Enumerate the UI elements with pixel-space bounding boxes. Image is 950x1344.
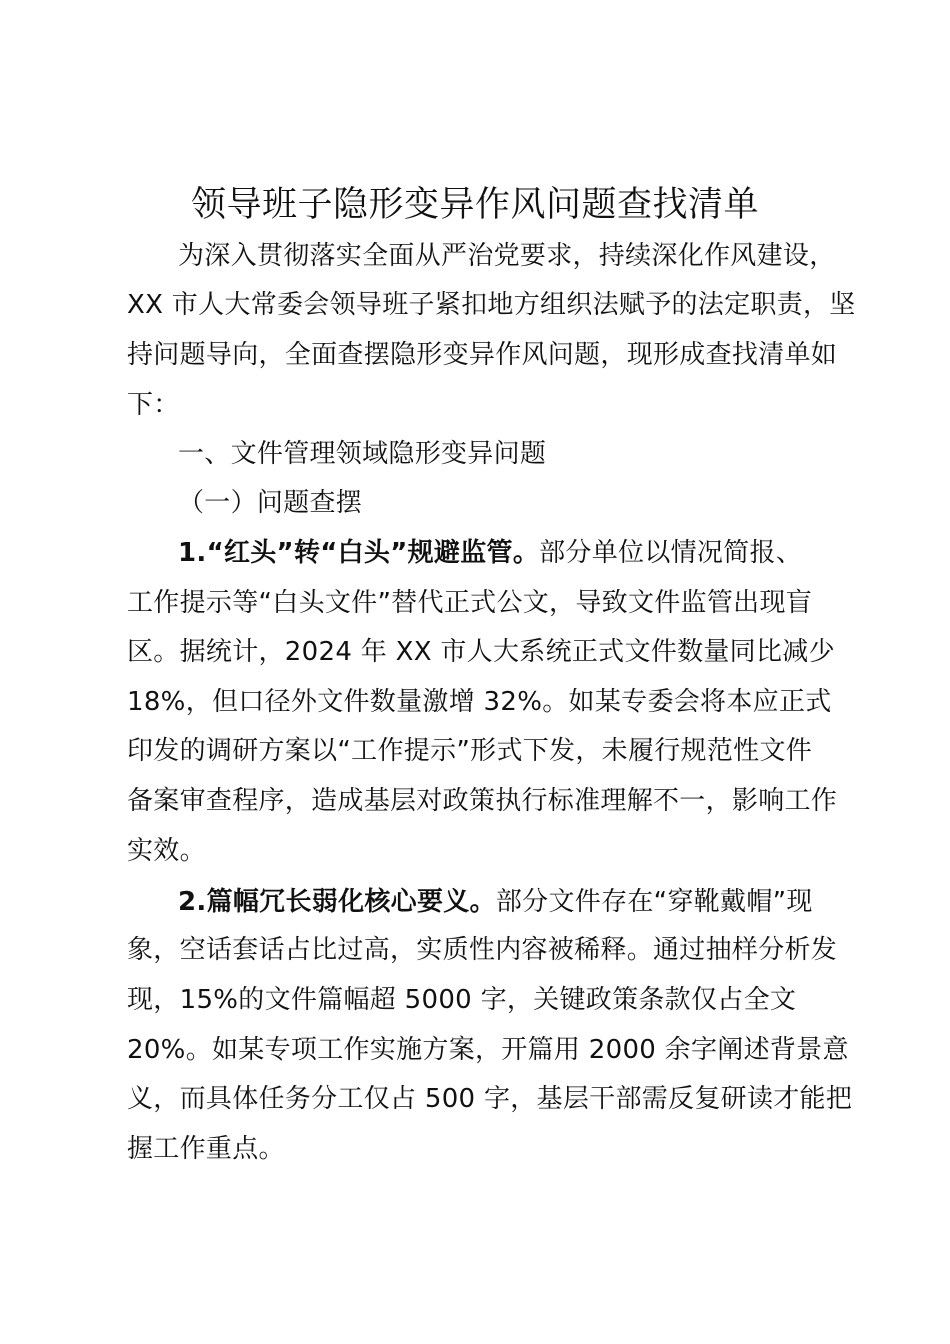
item-2-line: 义，而具体任务分工仅占 500 字，基层干部需反复研读才能把 xyxy=(127,1084,853,1114)
intro-line: 为深入贯彻落实全面从严治党要求，持续深化作风建设， xyxy=(178,241,836,271)
document-title: 领导班子隐形变异作风问题查找清单 xyxy=(190,185,759,225)
intro-line: XX 市人大常委会领导班子紧扣地方组织法赋予的法定职责，坚 xyxy=(127,290,856,320)
item-2-line: 握工作重点。 xyxy=(127,1134,285,1164)
item-1-line: 工作提示等“白头文件”替代正式公文，导致文件监管出现盲 xyxy=(127,588,813,618)
item-1-lead: 1.“红头”转“白头”规避监管。 xyxy=(178,538,540,568)
item-2-first-line xyxy=(178,882,813,922)
item-1-first-line-text: 部分单位以情况简报、 xyxy=(539,538,803,568)
item-1-line: 印发的调研方案以“工作提示”形式下发，未履行规范性文件 xyxy=(127,736,813,766)
item-1-line: 实效。 xyxy=(127,836,206,866)
item-2-line: 现，15%的文件篇幅超 5000 字，关键政策条款仅占全文 xyxy=(127,985,797,1015)
item-2-first-line-text: 部分文件存在“穿靴戴帽”现 xyxy=(495,887,813,917)
item-2-line: 20%。如某专项工作实施方案，开篇用 2000 余字阐述背景意 xyxy=(127,1035,849,1065)
item-2-lead: 2.篇幅冗长弱化核心要义。 xyxy=(178,887,496,917)
intro-line: 持问题导向，全面查摆隐形变异作风问题，现形成查找清单如 xyxy=(127,340,838,370)
intro-line: 下： xyxy=(127,390,180,420)
item-2-line: 象，空话套话占比过高，实质性内容被稀释。通过抽样分析发 xyxy=(127,935,838,965)
item-1-line: 18%，但口径外文件数量激增 32%。如某专委会将本应正式 xyxy=(127,687,832,717)
subsection-heading: （一）问题查摆 xyxy=(178,488,363,518)
item-1-line: 区。据统计，2024 年 XX 市人大系统正式文件数量同比减少 xyxy=(127,637,835,667)
item-1-line: 备案审查程序，造成基层对政策执行标准理解不一，影响工作 xyxy=(127,786,838,816)
item-1-first-line xyxy=(178,533,802,573)
section-heading: 一、文件管理领域隐形变异问题 xyxy=(178,439,547,469)
